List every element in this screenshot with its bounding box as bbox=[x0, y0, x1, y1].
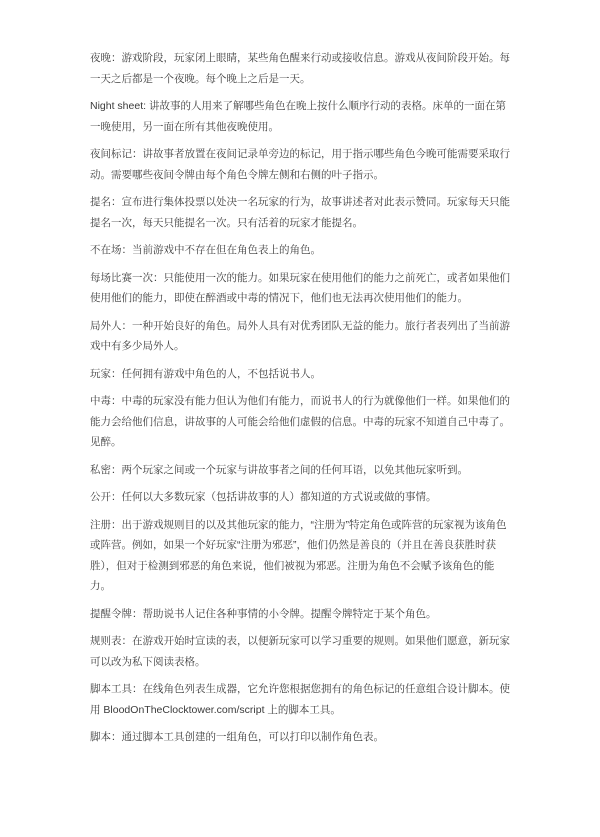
glossary-entry: 玩家：任何拥有游戏中角色的人，不包括说书人。 bbox=[90, 367, 321, 380]
glossary-entry: 夜间标记：讲故事者放置在夜间记录单旁边的标记，用于指示哪些角色今晚可能需要采取行动。需要哪些夜间令牌由每个角色令牌左侧和右侧的叶子指示。 bbox=[90, 148, 510, 181]
glossary-entry: 局外人：一种开始良好的角色。局外人具有对优秀团队无益的能力。旅行者表列出了当前游戏中有多少局外人。 bbox=[90, 319, 510, 352]
glossary-entry: 公开：任何以大多数玩家（包括讲故事的人）都知道的方式说或做的事情。 bbox=[90, 491, 437, 503]
glossary-entry: 夜晚：游戏阶段，玩家闭上眼睛，某些角色醒来行动或接收信息。游戏从夜间阶段开始。每一天之后都是一个夜晚。每个晚上之后是一天。 bbox=[90, 52, 510, 85]
glossary-entry: Night sheet: 讲故事的人用来了解哪些角色在晚上按什么顺序行动的表格。床单的一面在第一晚使用，另一面在所有其他夜晚使用。 bbox=[90, 100, 506, 133]
glossary-entry: 中毒：中毒的玩家没有能力但认为他们有能力，而说书人的行为就像他们一样。如果他们的能力会给他们信息，讲故事的人可能会给他们虚假的信息。中毒的玩家不知道自己中毒了。见醉。 bbox=[90, 395, 510, 448]
glossary-entry: 注册：出于游戏规则目的以及其他玩家的能力，“注册为”特定角色或阵营的玩家视为该角色或阵营。例如，如果一个好玩家“注册为邪恶”，他们仍然是善良的（并且在善良获胜时获胜），但对于检测到邪恶的角色来说，他们被视为邪恶。注册为角色不会赋予该角色的能力。 bbox=[90, 518, 507, 592]
glossary-entry: 规则表：在游戏开始时宣读的表，以便新玩家可以学习重要的规则。如果他们愿意，新玩家可以改为私下阅读表格。 bbox=[90, 635, 510, 668]
glossary-entry: 脚本工具：在线角色列表生成器，它允许您根据您拥有的角色标记的任意组合设计脚本。使用 BloodOnTheClocktower.com/script 上的脚本工具。 bbox=[90, 683, 510, 716]
glossary-entry: 提名：宣布进行集体投票以处决一名玩家的行为，故事讲述者对此表示赞同。玩家每天只能提名一次，每天只能提名一次。只有活着的玩家才能提名。 bbox=[90, 196, 510, 229]
glossary-entry: 每场比赛一次：只能使用一次的能力。如果玩家在使用他们的能力之前死亡，或者如果他们使用他们的能力，即使在醉酒或中毒的情况下，他们也无法再次使用他们的能力。 bbox=[90, 271, 510, 304]
glossary-entry: 脚本：通过脚本工具创建的一组角色，可以打印以制作角色表。 bbox=[90, 731, 384, 743]
glossary-entry: 提醒令牌：帮助说书人记住各种事情的小令牌。提醒令牌特定于某个角色。 bbox=[90, 607, 437, 620]
document-page bbox=[90, 48, 514, 755]
glossary-entry: 不在场：当前游戏中不存在但在角色表上的角色。 bbox=[90, 244, 321, 256]
glossary-entry: 私密：两个玩家之间或一个玩家与讲故事者之间的任何耳语，以免其他玩家听到。 bbox=[90, 463, 468, 476]
